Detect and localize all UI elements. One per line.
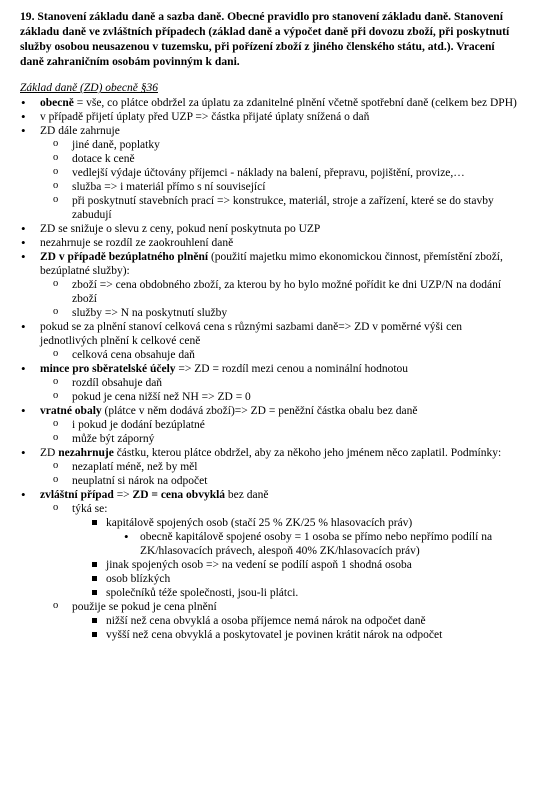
item-bold: obecně bbox=[40, 97, 74, 109]
sub-list bbox=[46, 348, 518, 362]
main-list bbox=[20, 96, 518, 642]
square-list bbox=[86, 516, 518, 600]
list-item bbox=[20, 222, 518, 236]
item-text: pokud se za plnění stanoví celková cena s různými sazbami daně=> ZD v poměrné výši cen jednotlivých plnění k celkové ceně bbox=[40, 321, 463, 347]
square-item: vyšší než cena obvyklá a poskytovatel je povinen krátit nárok na odpočet bbox=[86, 628, 518, 642]
item-text: ZD bbox=[40, 447, 59, 459]
item-text: v případě přijetí úplaty před UZP => částka přijaté úplaty snížená o daň bbox=[40, 111, 370, 123]
item-bold: vratné obaly bbox=[40, 405, 102, 417]
square-list bbox=[86, 614, 518, 642]
item-text: (plátce v něm dodává zboží)=> ZD = peněžní částka obalu bez daně bbox=[101, 405, 418, 417]
square-item: nižší než cena obvyklá a osoba příjemce nemá nárok na odpočet daně bbox=[86, 614, 518, 628]
item-text: ZD dále zahrnuje bbox=[40, 125, 120, 137]
sub-item: o může být záporný bbox=[46, 432, 518, 446]
square-item: jinak spojených osob => na vedení se podílí aspoň 1 shodná osoba bbox=[86, 558, 518, 572]
sub-list bbox=[46, 138, 518, 222]
sub-item: o zboží => cena obdobného zboží, za kterou by ho bylo možné pořídit ke dni UZP/N na dodání zboží bbox=[46, 278, 518, 306]
item-text: ZD se snižuje o slevu z ceny, pokud není poskytnuta po UZP bbox=[40, 223, 321, 235]
item-text: (použití majetku mimo ekonomickou činnost, přemístění zboží, bezúplatné služby): bbox=[40, 251, 503, 277]
bullet-item: • obecně kapitálově spojené osoby = 1 osoba se přímo nebo nepřímo podílí na ZK/hlasovacích právech, alespoň 40% ZK/hlasovacích práv) bbox=[118, 530, 518, 558]
sub-item: o služby => N na poskytnutí služby bbox=[46, 306, 518, 320]
list-item bbox=[20, 404, 518, 446]
list-item bbox=[20, 446, 518, 488]
list-item bbox=[20, 236, 518, 250]
sub-list bbox=[46, 460, 518, 488]
sub-item: o nezaplatí méně, než by měl bbox=[46, 460, 518, 474]
square-item: společníků téže společnosti, jsou-li plátci. bbox=[86, 586, 518, 600]
list-item bbox=[20, 110, 518, 124]
list-item bbox=[20, 362, 518, 404]
sub-list bbox=[46, 376, 518, 404]
sub-item: o při poskytnutí stavebních prací => konstrukce, materiál, stroje a zařízení, které se do stavby zabudují bbox=[46, 194, 518, 222]
subheading: Základ daně (ZD) obecně §36 bbox=[20, 82, 158, 94]
list-item bbox=[20, 124, 518, 222]
sub-item: o vedlejší výdaje účtovány příjemci - náklady na balení, přepravu, pojištění, provize,… bbox=[46, 166, 518, 180]
list-item bbox=[20, 320, 518, 362]
sub-list bbox=[46, 278, 518, 320]
sub-item: o celková cena obsahuje daň bbox=[46, 348, 518, 362]
square-item-text: kapitálově spojených osob (stačí 25 % ZK/25 % hlasovacích práv) bbox=[106, 517, 413, 529]
item-text: = vše, co plátce obdržel za úplatu za zdanitelné plnění včetně spotřební daně (celkem bez DPH) bbox=[73, 97, 517, 109]
sub-item bbox=[46, 600, 518, 642]
item-text: bez daně bbox=[225, 489, 269, 501]
item-bold: ZD v případě bezúplatného plnění bbox=[40, 251, 209, 263]
sub-list bbox=[46, 418, 518, 446]
section-heading: 19. Stanovení základu daně a sazba daně. Obecné pravidlo pro stanovení základu daně. Stanovení základu daně ve zvláštních případech (základ daně a výpočet daně při dovozu zboží, při poskytnutí služby osobou neusazenou v tuzemsku, při pořízení zboží z jiného členského státu, atd.). Vracení daně zahraničním osobám povinným k dani. bbox=[20, 10, 510, 68]
item-text: nezahrnuje se rozdíl ze zaokrouhlení daně bbox=[40, 237, 234, 249]
sub-item-text: použije se pokud je cena plnění bbox=[72, 601, 217, 613]
item-text: částku, kterou plátce obdržel, aby za někoho jeho jménem něco zaplatil. Podmínky: bbox=[113, 447, 502, 459]
square-item bbox=[86, 516, 518, 558]
item-bold: nezahrnuje bbox=[58, 447, 114, 459]
item-bold: zvláštní případ bbox=[40, 489, 114, 501]
item-text: => bbox=[113, 489, 133, 501]
sub-item bbox=[46, 502, 518, 600]
sub-item-text: týká se: bbox=[72, 503, 108, 515]
list-item bbox=[20, 250, 518, 320]
square-item: osob blízkých bbox=[86, 572, 518, 586]
bullet-list bbox=[118, 530, 518, 558]
item-bold: mince pro sběratelské účely bbox=[40, 363, 176, 375]
sub-item: o rozdíl obsahuje daň bbox=[46, 376, 518, 390]
sub-item: o služba => i materiál přímo s ní související bbox=[46, 180, 518, 194]
item-text: => ZD = rozdíl mezi cenou a nominální hodnotou bbox=[175, 363, 409, 375]
sub-item: o i pokud je dodání bezúplatné bbox=[46, 418, 518, 432]
item-bold: ZD = cena obvyklá bbox=[132, 489, 226, 501]
list-item bbox=[20, 96, 518, 110]
sub-item: o neuplatní si nárok na odpočet bbox=[46, 474, 518, 488]
sub-item: o jiné daně, poplatky bbox=[46, 138, 518, 152]
list-item bbox=[20, 488, 518, 642]
sub-item: o pokud je cena nižší než NH => ZD = 0 bbox=[46, 390, 518, 404]
sub-list bbox=[46, 502, 518, 642]
sub-item: o dotace k ceně bbox=[46, 152, 518, 166]
